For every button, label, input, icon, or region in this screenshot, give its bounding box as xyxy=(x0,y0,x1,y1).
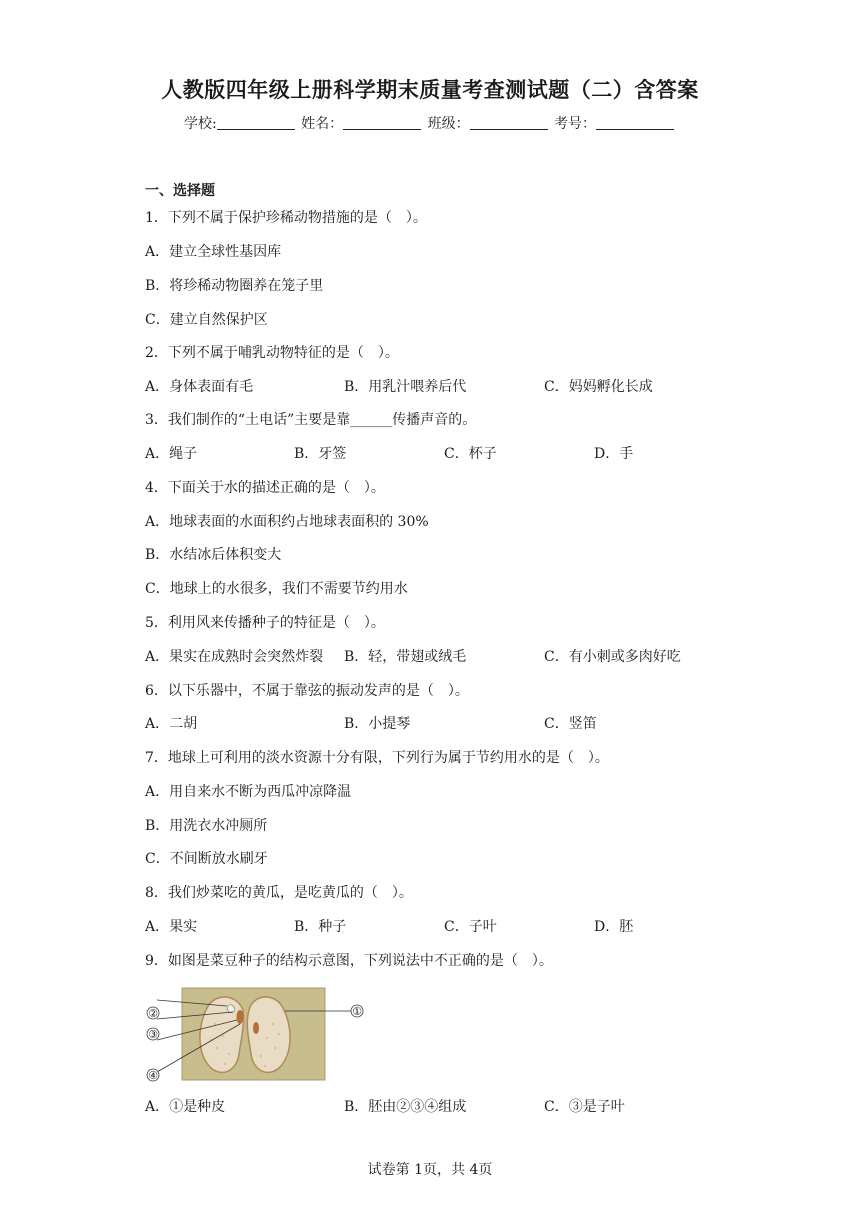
section-title: 一、选择题 xyxy=(145,183,215,199)
question-5-option-b: B．轻，带翅或绒毛 xyxy=(344,649,467,665)
question-6-stem: 6．以下乐器中，不属于靠弦的振动发声的是（ ）。 xyxy=(145,683,469,699)
hilum xyxy=(253,1022,259,1034)
question-2-option-b: B．用乳汁喂养后代 xyxy=(344,379,467,395)
question-4-option-a: A．地球表面的水面积约占地球表面积的 30% xyxy=(145,514,429,530)
question-6-option-c: C．竖笛 xyxy=(544,716,597,732)
question-8-option-b: B．种子 xyxy=(294,919,347,935)
class-blank xyxy=(470,115,548,130)
question-3-stem: 3．我们制作的“土电话”主要是靠______传播声音的。 xyxy=(145,412,477,428)
label-1: ① xyxy=(352,1005,362,1018)
label-4: ④ xyxy=(148,1069,158,1082)
question-9-option-a: A．①是种皮 xyxy=(145,1099,226,1115)
question-2-stem: 2．下列不属于哺乳动物特征的是（ ）。 xyxy=(145,345,399,361)
question-3-option-c: C．杯子 xyxy=(444,446,497,462)
label-3: ③ xyxy=(148,1028,158,1041)
question-1-option-b: B．将珍稀动物圈养在笼子里 xyxy=(145,278,324,294)
question-5-option-a: A．果实在成熟时会突然炸裂 xyxy=(145,649,324,665)
question-1-stem: 1．下列不属于保护珍稀动物措施的是（ ）。 xyxy=(145,210,427,226)
question-1-option-a: A．建立全球性基因库 xyxy=(145,244,282,260)
exam-no-label: 考号： xyxy=(554,116,597,132)
question-4-option-b: B．水结冰后体积变大 xyxy=(145,547,282,563)
school-blank xyxy=(217,115,295,130)
right-cotyledon xyxy=(247,997,290,1072)
name-blank xyxy=(343,115,421,130)
label-2: ② xyxy=(148,1007,158,1020)
question-4-stem: 4．下面关于水的描述正确的是（ ）。 xyxy=(145,480,385,496)
question-7-stem: 7．地球上可利用的淡水资源十分有限，下列行为属于节约用水的是（ ）。 xyxy=(145,750,609,766)
bean-seed-diagram xyxy=(145,984,370,1084)
question-8-option-d: D．胚 xyxy=(594,919,634,935)
question-5-option-c: C．有小刺或多肉好吃 xyxy=(544,649,681,665)
question-2-option-a: A．身体表面有毛 xyxy=(145,379,254,395)
question-4-option-c: C．地球上的水很多，我们不需要节约用水 xyxy=(145,581,408,597)
class-label: 班级： xyxy=(427,116,470,132)
question-6-option-a: A．二胡 xyxy=(145,716,198,732)
question-5-stem: 5．利用风来传播种子的特征是（ ）。 xyxy=(145,615,385,631)
question-7-option-c: C．不间断放水刷牙 xyxy=(145,851,268,867)
radicle xyxy=(237,1010,244,1024)
exam-no-blank xyxy=(596,115,674,130)
question-2-option-c: C．妈妈孵化长成 xyxy=(544,379,653,395)
question-8-stem: 8．我们炒菜吃的黄瓜，是吃黄瓜的（ ）。 xyxy=(145,885,413,901)
question-1-option-c: C．建立自然保护区 xyxy=(145,312,268,328)
page-title: 人教版四年级上册科学期末质量考查测试题（二）含答案 xyxy=(161,78,699,102)
question-7-option-b: B．用洗衣水冲厕所 xyxy=(145,818,268,834)
school-label: 学校: xyxy=(183,116,217,132)
question-7-option-a: A．用自来水不断为西瓜冲凉降温 xyxy=(145,784,352,800)
question-3-option-d: D．手 xyxy=(594,446,634,462)
question-9-stem: 9．如图是菜豆种子的结构示意图，下列说法中不正确的是（ ）。 xyxy=(145,953,553,969)
question-6-option-b: B．小提琴 xyxy=(344,716,411,732)
question-8-option-a: A．果实 xyxy=(145,919,198,935)
plumule xyxy=(227,1005,234,1013)
student-info-line xyxy=(0,113,860,133)
question-3-option-b: B．牙签 xyxy=(294,446,347,462)
question-3-option-a: A．绳子 xyxy=(145,446,198,462)
question-9-option-b: B．胚由②③④组成 xyxy=(344,1099,467,1115)
name-label: 姓名： xyxy=(301,116,344,132)
question-9-option-c: C．③是子叶 xyxy=(544,1099,625,1115)
page-footer: 试卷第 1页，共 4页 xyxy=(367,1162,493,1178)
question-8-option-c: C．子叶 xyxy=(444,919,497,935)
